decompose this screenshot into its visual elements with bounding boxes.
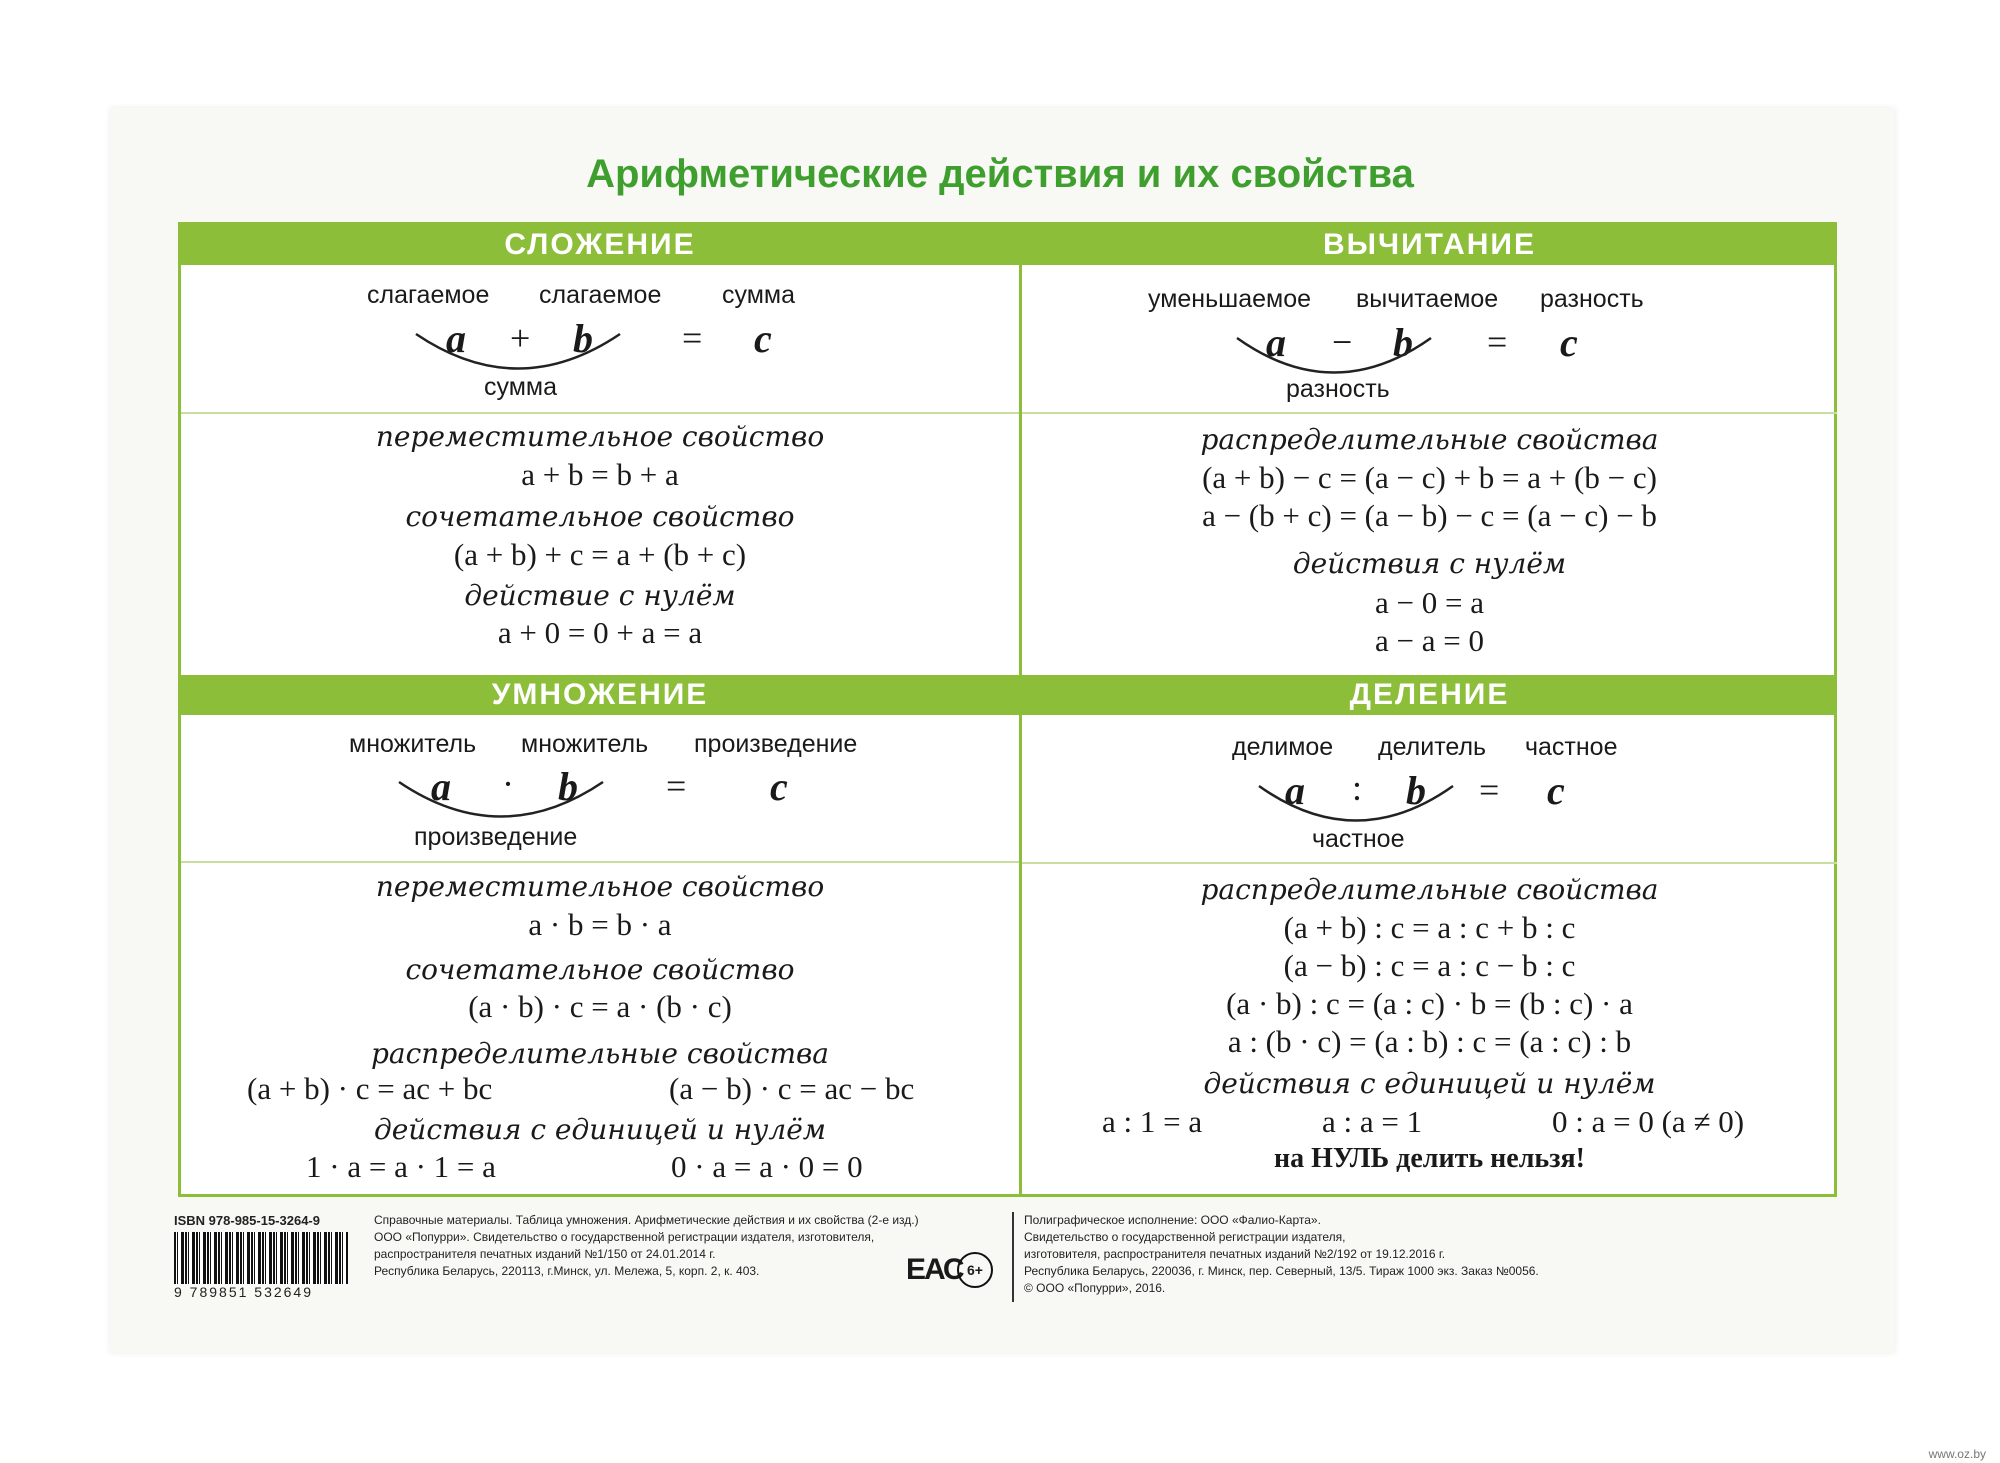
addition-panel (181, 225, 1019, 675)
division-header: ДЕЛЕНИЕ (1022, 675, 1837, 715)
formula-b: b (1393, 320, 1413, 365)
printer-line: Республика Беларусь, 220036, г. Минск, пер. Северный, 13/5. Тираж 1000 экз. Заказ №0056. (1024, 1264, 1539, 1278)
section-divider (1022, 862, 1837, 864)
formula-b: b (1406, 768, 1426, 813)
publisher-line: распространителя печатных изданий №1/150 от 24.01.2014 г. (374, 1247, 716, 1261)
section-divider (181, 861, 1019, 863)
property-equation: a − a = 0 (1375, 623, 1484, 658)
property-equation: (a + b) : c = a : c + b : c (1283, 910, 1576, 945)
publisher-info (374, 1212, 919, 1280)
page-title: Арифметические действия и их свойства (586, 152, 1414, 196)
formula-a: a (446, 316, 466, 361)
watermark-text: www.oz.by (1928, 1447, 1986, 1461)
property-name: распределительные свойства (1200, 423, 1659, 456)
formula-c: c (1547, 768, 1565, 813)
factor-label-2: множитель (521, 730, 649, 758)
formula-a: a (1266, 320, 1286, 365)
publisher-line: ООО «Попурри». Свидетельство о государственной регистрации издателя, изготовителя, (374, 1230, 875, 1244)
barcode-image (174, 1232, 348, 1284)
subtraction-header: ВЫЧИТАНИЕ (1022, 225, 1837, 265)
publisher-line: Республика Беларусь, 220113, г.Минск, ул. Мележа, 5, корп. 2, к. 403. (374, 1264, 760, 1278)
formula-equals: = (682, 318, 703, 358)
property-equation: a − 0 = a (1375, 585, 1484, 620)
property-equation: a + b = b + a (521, 457, 679, 492)
brace-arc (413, 331, 623, 377)
eac-mark: ЕАС (906, 1253, 963, 1286)
property-equation: (a · b) · c = a · (b · c) (468, 989, 732, 1024)
property-equation: 1 · a = a · 1 = a (306, 1149, 496, 1184)
formula-b: b (558, 764, 578, 809)
section-divider (181, 412, 1019, 414)
printer-line: © ООО «Попурри», 2016. (1024, 1281, 1166, 1295)
product-under-label: произведение (414, 823, 578, 851)
difference-under-label: разность (1286, 375, 1390, 403)
property-equation: 0 : a = 0 (a ≠ 0) (1552, 1104, 1745, 1139)
addend-label-1: слагаемое (367, 281, 490, 309)
division-panel (1022, 675, 1837, 1197)
subtrahend-label: вычитаемое (1356, 285, 1499, 313)
quotient-label: частное (1525, 733, 1618, 761)
property-equation: a : a = 1 (1322, 1104, 1423, 1139)
property-name: действия с единицей и нулём (1203, 1067, 1656, 1100)
brace-arc (1256, 783, 1456, 829)
section-divider (1022, 412, 1837, 414)
printer-line: Свидетельство о государственной регистрации издателя, (1024, 1230, 1346, 1244)
formula-operator: : (1352, 768, 1363, 808)
property-name: действия с нулём (1292, 547, 1567, 580)
addition-header: СЛОЖЕНИЕ (181, 225, 1019, 265)
quotient-under-label: частное (1312, 825, 1405, 853)
property-equation: (a − b) · c = ac − bc (669, 1071, 915, 1106)
property-name: действия с единицей и нулём (373, 1113, 827, 1146)
formula-operator: + (510, 318, 531, 358)
addend-label-2: слагаемое (539, 281, 662, 309)
sum-under-label: сумма (484, 373, 557, 401)
formula-a: a (431, 764, 451, 809)
property-name: переместительное свойство (375, 420, 825, 453)
formula-equals: = (1487, 322, 1508, 362)
operations-grid (178, 222, 1837, 1197)
formula-a: a (1285, 768, 1305, 813)
property-equation: a : (b · c) = (a : b) : c = (a : c) : b (1227, 1024, 1632, 1059)
age-rating-badge: 6+ (957, 1252, 993, 1288)
formula-equals: = (1479, 770, 1500, 810)
property-equation: a : 1 = a (1102, 1104, 1203, 1139)
property-equation: (a + b) + c = a + (b + c) (453, 537, 747, 572)
property-equation: a · b = b · a (528, 907, 672, 942)
product-label: произведение (694, 730, 858, 758)
difference-label: разность (1540, 285, 1644, 313)
property-name: сочетательное свойство (405, 953, 795, 986)
formula-equals: = (666, 766, 687, 806)
formula-b: b (573, 316, 593, 361)
dividend-label: делимое (1232, 733, 1334, 761)
multiplication-panel (181, 675, 1019, 1197)
property-equation: 0 · a = a · 0 = 0 (671, 1149, 863, 1184)
formula-c: c (754, 316, 772, 361)
property-name: сочетательное свойство (405, 500, 795, 533)
formula-c: c (1560, 320, 1578, 365)
property-name: действие с нулём (464, 579, 736, 612)
division-warning: на НУЛЬ делить нельзя! (1274, 1143, 1585, 1174)
formula-operator: · (502, 764, 514, 804)
property-equation: (a · b) : c = (a : c) · b = (b : c) · a (1226, 986, 1633, 1021)
barcode-digits: 9 789851 532649 (174, 1284, 313, 1300)
property-equation: a + 0 = 0 + a = a (497, 615, 703, 650)
sum-label: сумма (722, 281, 795, 309)
property-name: переместительное свойство (375, 870, 825, 903)
minuend-label: уменьшаемое (1148, 285, 1312, 313)
property-name: распределительные свойства (370, 1037, 829, 1070)
property-equation: (a + b) · c = ac + bc (247, 1071, 493, 1106)
property-equation: (a − b) : c = a : c − b : c (1283, 948, 1576, 983)
printer-info (1024, 1212, 1539, 1297)
divisor-label: делитель (1378, 733, 1487, 761)
isbn-text: ISBN 978-985-15-3264-9 (174, 1213, 320, 1228)
brace-arc (396, 779, 606, 825)
printer-line: Полиграфическое исполнение: ООО «Фалио-Карта». (1024, 1213, 1321, 1227)
factor-label-1: множитель (349, 730, 477, 758)
subtraction-panel (1022, 225, 1837, 675)
printer-line: изготовителя, распространителя печатных изданий №2/192 от 19.12.2016 г. (1024, 1247, 1446, 1261)
publisher-line: Справочные материалы. Таблица умножения. Арифметические действия и их свойства (2-е изд.) (374, 1213, 919, 1227)
property-equation: (a + b) − c = (a − c) + b = a + (b − c) (1202, 460, 1657, 495)
property-equation: a − (b + c) = (a − b) − c = (a − c) − b (1202, 498, 1657, 533)
footer-divider (1012, 1212, 1014, 1302)
formula-c: c (770, 764, 788, 809)
formula-operator: − (1332, 322, 1353, 362)
multiplication-header: УМНОЖЕНИЕ (181, 675, 1019, 715)
property-name: распределительные свойства (1200, 873, 1659, 906)
